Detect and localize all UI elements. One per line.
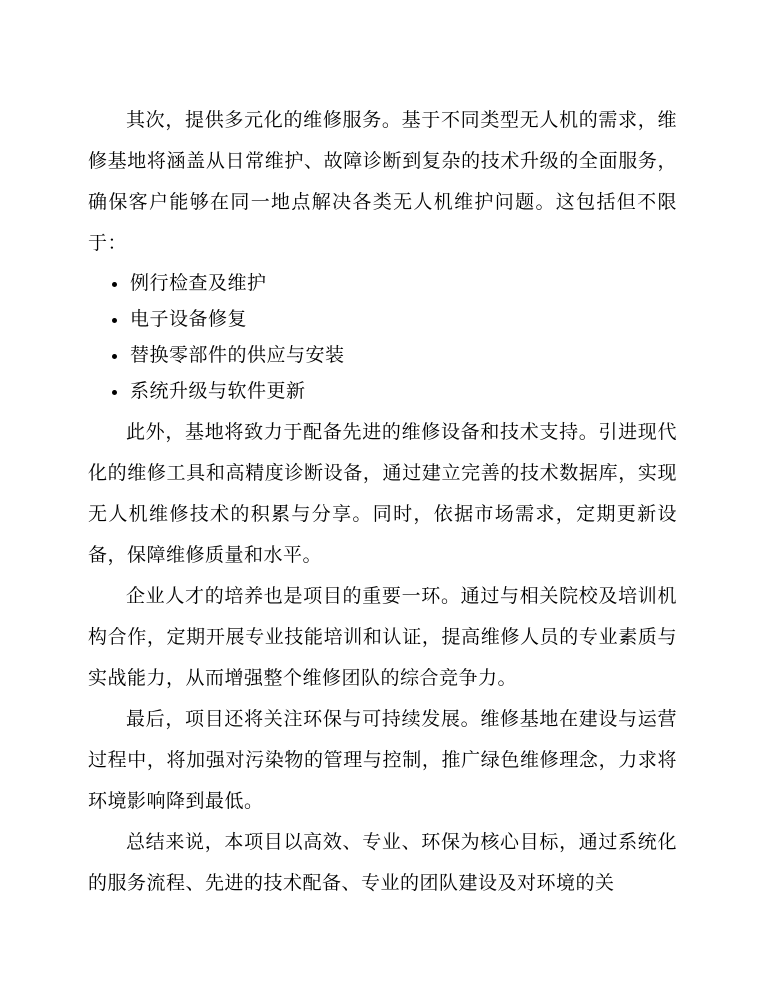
paragraph-equipment-support: 此外，基地将致力于配备先进的维修设备和技术支持。引进现代化的维修工具和高精度诊断设备，通过建立完善的技术数据库，实现无人机维修技术的积累与分享。同时，依据市场需求，定期更新设备，保障维修质量和水平。 bbox=[88, 422, 677, 566]
paragraph-services-intro: 其次，提供多元化的维修服务。基于不同类型无人机的需求，维修基地将涵盖从日常维护、故障诊断到复杂的技术升级的全面服务，确保客户能够在同一地点解决各类无人机维护问题。这包括但不限于： bbox=[88, 110, 677, 254]
bullet-list bbox=[88, 266, 677, 410]
bullet-item-parts-supply: 替换零部件的供应与安装 bbox=[88, 338, 677, 374]
paragraph-environment: 最后，项目还将关注环保与可持续发展。维修基地在建设与运营过程中，将加强对污染物的管理与控制，推广绿色维修理念，力求将环境影响降到最低。 bbox=[88, 709, 677, 812]
bullet-item-electronics-repair: 电子设备修复 bbox=[88, 302, 677, 338]
bullet-item-inspection: 例行检查及维护 bbox=[88, 266, 677, 302]
paragraph-talent-training: 企业人才的培养也是项目的重要一环。通过与相关院校及培训机构合作，定期开展专业技能培训和认证，提高维修人员的专业素质与实战能力，从而增强整个维修团队的综合竞争力。 bbox=[88, 586, 677, 689]
bullet-item-system-upgrade: 系统升级与软件更新 bbox=[88, 374, 677, 410]
paragraph-summary: 总结来说，本项目以高效、专业、环保为核心目标，通过系统化的服务流程、先进的技术配备、专业的团队建设及对环境的关 bbox=[88, 832, 677, 894]
